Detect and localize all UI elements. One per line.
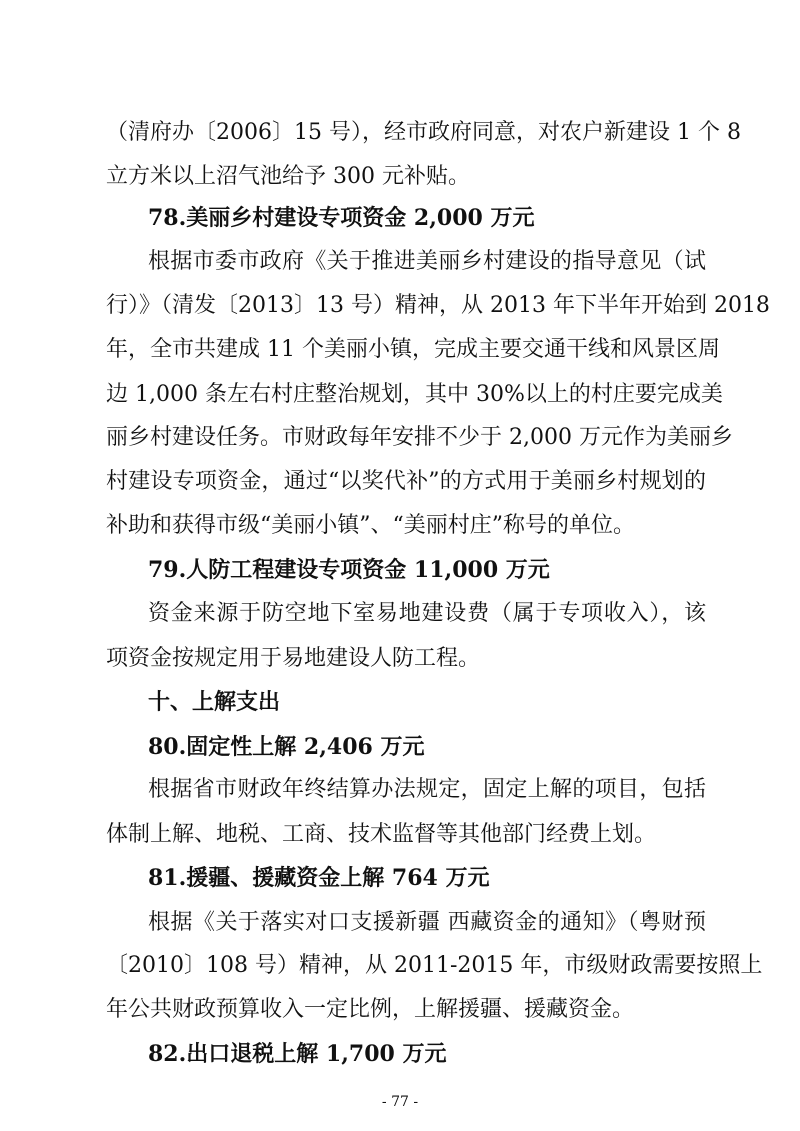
paragraph-line: 根据《关于落实对口支援新疆 西藏资金的通知》（粤财预 <box>148 910 706 935</box>
paragraph-line: 补助和获得市级“美丽小镇”、“美丽村庄”称号的单位。 <box>106 513 635 538</box>
paragraph-line: 根据省市财政年终结算办法规定，固定上解的项目，包括 <box>148 777 706 802</box>
item-80-heading: 80.固定性上解 2,406 万元 <box>148 734 425 760</box>
section-heading: 十、上解支出 <box>148 689 281 715</box>
paragraph-line: 立方米以上沼气池给予 300 元补贴。 <box>106 164 470 189</box>
paragraph-line: 边 1,000 条左右村庄整治规划，其中 30%以上的村庄要完成美 <box>106 382 723 407</box>
paragraph-line: 资金来源于防空地下室易地建设费（属于专项收入），该 <box>148 601 706 626</box>
paragraph-line: （清府办〔2006〕15 号），经市政府同意，对农户新建设 1 个 8 <box>106 120 741 145</box>
paragraph-line: 项资金按规定用于易地建设人防工程。 <box>106 646 481 671</box>
item-78-heading: 78.美丽乡村建设专项资金 2,000 万元 <box>148 205 535 231</box>
page-number: - 77 - <box>381 1094 419 1110</box>
paragraph-line: 丽乡村建设任务。市财政每年安排不少于 2,000 万元作为美丽乡 <box>106 425 733 450</box>
paragraph-line: 体制上解、地税、工商、技术监督等其他部门经费上划。 <box>106 822 657 847</box>
paragraph-line: 根据市委市政府《关于推进美丽乡村建设的指导意见（试 <box>148 249 706 274</box>
item-82-heading: 82.出口退税上解 1,700 万元 <box>148 1041 447 1067</box>
item-79-heading: 79.人防工程建设专项资金 11,000 万元 <box>148 557 550 583</box>
paragraph-line: 村建设专项资金，通过“以奖代补”的方式用于美丽乡村规划的 <box>106 469 706 494</box>
item-81-heading: 81.援疆、援藏资金上解 764 万元 <box>148 865 490 891</box>
paragraph-line: 〔2010〕108 号）精神，从 2011-2015 年，市级财政需要按照上 <box>106 953 763 978</box>
paragraph-line: 年，全市共建成 11 个美丽小镇，完成主要交通干线和风景区周 <box>106 337 720 362</box>
paragraph-line: 行）》（清发〔2013〕13 号）精神，从 2013 年下半年开始到 2018 <box>106 293 770 318</box>
paragraph-line: 年公共财政预算收入一定比例，上解援疆、援藏资金。 <box>106 997 635 1022</box>
